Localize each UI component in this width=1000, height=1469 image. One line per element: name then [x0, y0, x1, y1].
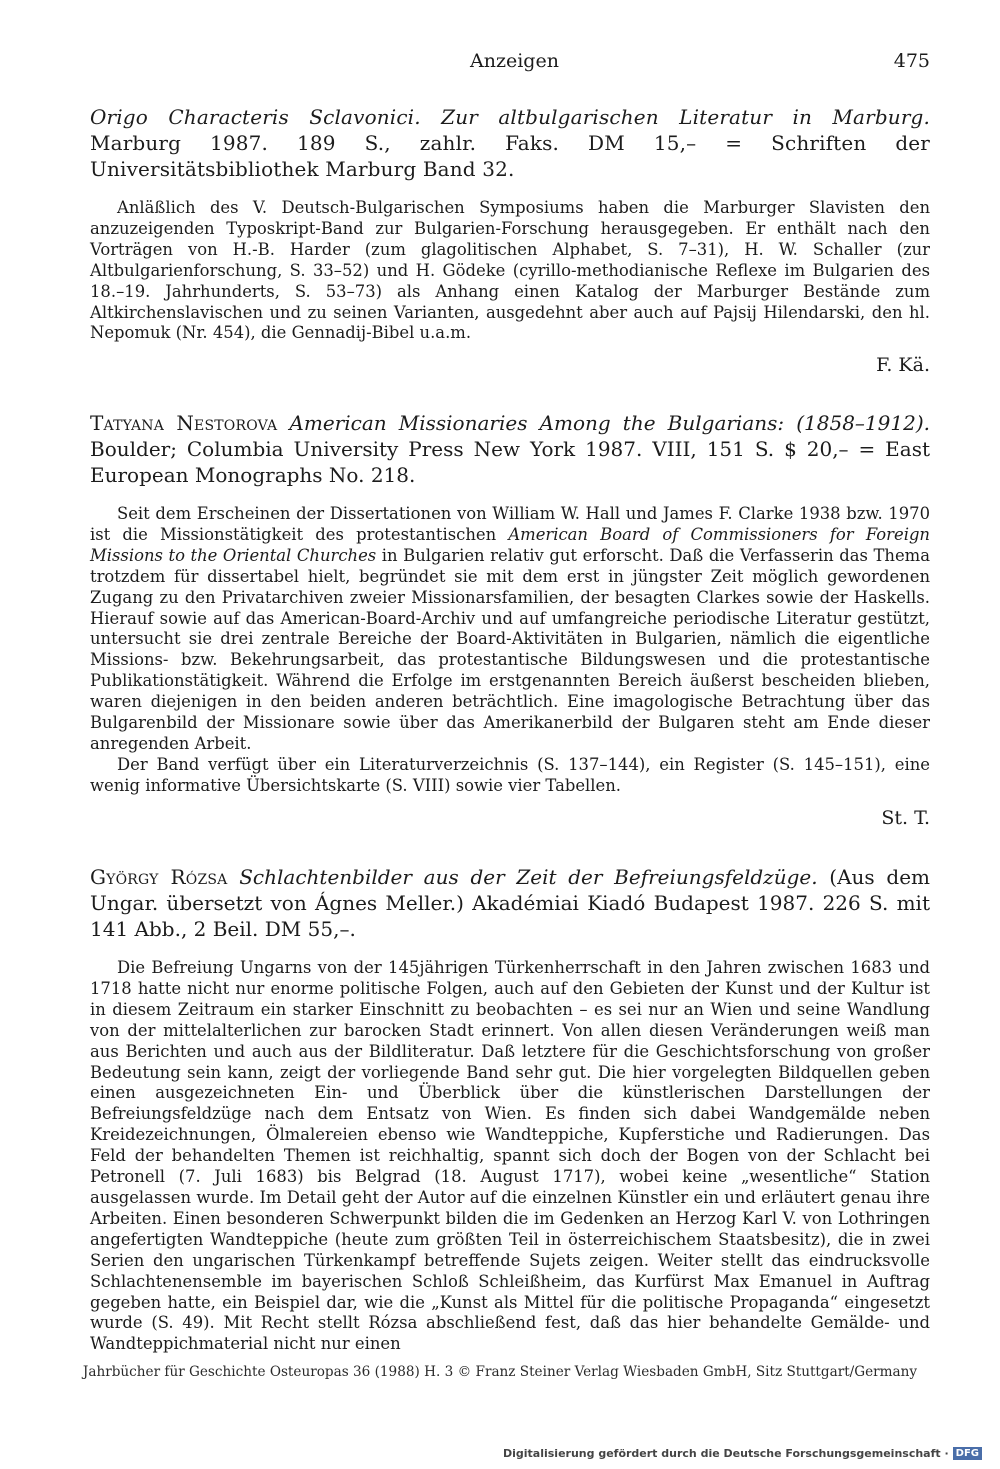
paragraph: Anläßlich des V. Deutsch-Bulgarischen Symposiums haben die Marburger Slavisten den anzuzeigenden Typoskript-Band zur Bulgarien-Forschung herausgegeben. Er enthält nach den Vorträgen von H.-B. Harder (zum glagolitischen Alphabet, S. 7–31), H. W. Schaller (zur Altbulgarienforschung, S. 33–52) und H. Gödeke (cyrillo-methodianische Reflexe im Bulgarien des 18.–19. Jahrhunderts, S. 53–73) als Anhang einen Katalog der Marburger Bestände zum Altkirchenslavischen und zu seinen Varianten, ausgedehnt aber auch auf Pajsij Hilendarski, den hl. Nepomuk (Nr. 454), die Gennadij-Bibel u.a.m. [90, 198, 930, 343]
paragraph: Die Befreiung Ungarns von der 145jährigen Türkenherrschaft in den Jahren zwischen 1683 und 1718 hatte nicht nur enorme politische Folgen, auch auf den Gebieten der Kunst und der Kultur ist in diesem Zeitraum ein starker Einschnitt zu beobachten – es sei nur an Wien und seine Wandlung von der mittelalterlichen zur barocken Stadt erinnert. Von allen diesen Veränderungen weiß man aus Berichten und auch aus der Bildliteratur. Daß letztere für die Geschichtsforschung von großer Bedeutung sein kann, zeigt der vorliegende Band sehr gut. Die hier vorgelegten Bildquellen geben einen ausgezeichneten Ein- und Überblick über die künstlerischen Darstellungen der Befreiungsfeldzüge nach dem Entsatz von Wien. Es finden sich dabei Wandgemälde neben Kreidezeichnungen, Ölmalereien ebenso wie Wandteppiche, Kupferstiche und Radierungen. Das Feld der behandelten Themen ist reichhaltig, spannt sich doch der Bogen von der Schlacht bei Petronell (7. Juli 1683) bis Belgrad (18. August 1717), wobei keine „wesentliche“ Station ausgelassen wurde. Im Detail geht der Autor auf die einzelnen Künstler ein und erläutert genau ihre Arbeiten. Einen besonderen Schwerpunkt bilden die im Gedenken an Herzog Karl V. von Lothringen angefertigten Wandteppiche (heute zum größten Teil in österreichischem Staatsbesitz), die in zwei Serien den ungarischen Türkenkampf betreffende Sujets zeigen. Weiter stellt das eindrucksvolle Schlachtenensemble im bayerischen Schloß Schleißheim, das Kurfürst Max Emanuel in Auftrag gegeben hatte, ein Beispiel dar, wie die „Kunst als Mittel für die politische Propaganda“ eingesetzt wurde (S. 49). Mit Recht stellt Rózsa abschließend fest, daß das hier behandelte Gemälde- und Wandteppichmaterial nicht nur einen [90, 958, 930, 1354]
reviewer-signature: St. T. [881, 806, 930, 829]
page-number: 475 [893, 50, 930, 72]
dfg-logo-icon: DFG [953, 1447, 982, 1460]
paragraph-text: Seit dem Erscheinen der Dissertationen von William W. Hall und James F. Clarke 1938 bzw. 1970 ist die Missionstätigkeit des protestantischen [90, 504, 930, 544]
bib-details: (Aus dem Ungar. übersetzt von Ágnes Meller.) Akadémiai Kiadó Budapest 1987. 226 S. mit 141 Abb., 2 Beil. DM 55,–. [90, 865, 931, 941]
funding-notice [503, 1447, 982, 1460]
author-name: Tatyana Nestorova [90, 411, 278, 435]
review-body [90, 958, 930, 1355]
review-rozsa [90, 864, 930, 1355]
running-title: Anzeigen [470, 50, 559, 72]
book-title: Origo Characteris Sclavonici. Zur altbulgarischen Literatur in Marburg. [90, 105, 930, 129]
paragraph: Der Band verfügt über ein Literaturverzeichnis (S. 137–144), ein Register (S. 145–151), eine wenig informative Übersichtskarte (S. VIII) sowie vier Tabellen. [90, 754, 930, 795]
paragraph [90, 504, 930, 755]
author-name: György Rózsa [90, 865, 228, 889]
review-body [90, 504, 930, 797]
bibliographic-entry [90, 104, 930, 182]
review-body [90, 198, 930, 344]
bib-details: Marburg 1987. 189 S., zahlr. Faks. DM 15,– = Schriften der Universitätsbibliothek Marburg Band 32. [90, 131, 930, 181]
institution-name: American Board of Commissioners for Foreign Missions to the Oriental Churches [90, 524, 930, 565]
review-origo [90, 104, 930, 376]
funding-text: Digitalisierung gefördert durch die Deutsche Forschungsgemeinschaft · [502, 1447, 949, 1460]
review-nestorova [90, 410, 930, 829]
bibliographic-entry [90, 410, 930, 488]
journal-footer: Jahrbücher für Geschichte Osteuropas 36 (1988) H. 3 © Franz Steiner Verlag Wiesbaden GmbH, Sitz Stuttgart/Germany [82, 1364, 918, 1380]
running-header [90, 50, 930, 80]
bib-details: Boulder; Columbia University Press New York 1987. VIII, 151 S. $ 20,– = East European Monographs No. 218. [90, 437, 930, 487]
book-title: American Missionaries Among the Bulgarians: (1858–1912). [277, 411, 930, 435]
paragraph-text: in Bulgarien relativ gut erforscht. Daß die Verfasserin das Thema trotzdem für dissertabel hielt, begründet sie mit dem erst in jüngster Zeit möglich gewordenen Zugang zu den Privatarchiven zweier Missionarsfamilien, der besagten Clarkes sowie der Haskells. Hierauf sowie auf das American-Board-Archiv und auf umfangreiche periodische Literatur gestützt, untersucht sie drei zentrale Bereiche der Board-Aktivitäten in Bulgarien, nämlich die eigentliche Missions- bzw. Bekehrungsarbeit, das protestantische Bildungswesen und die protestantische Publikationstätigkeit. Während die Erfolge im erstgenannten Bereich äußerst bescheiden blieben, waren diejenigen in den beiden anderen beträchtlich. Eine imagologische Betrachtung über das Bulgarenbild der Missionare sowie über das Amerikanerbild der Bulgaren steht am Ende dieser anregenden Arbeit. [90, 545, 930, 753]
bibliographic-entry [90, 864, 930, 942]
reviewer-signature: F. Kä. [876, 354, 930, 377]
book-title: Schlachtenbilder aus der Zeit der Befreiungsfeldzüge. [227, 865, 818, 889]
